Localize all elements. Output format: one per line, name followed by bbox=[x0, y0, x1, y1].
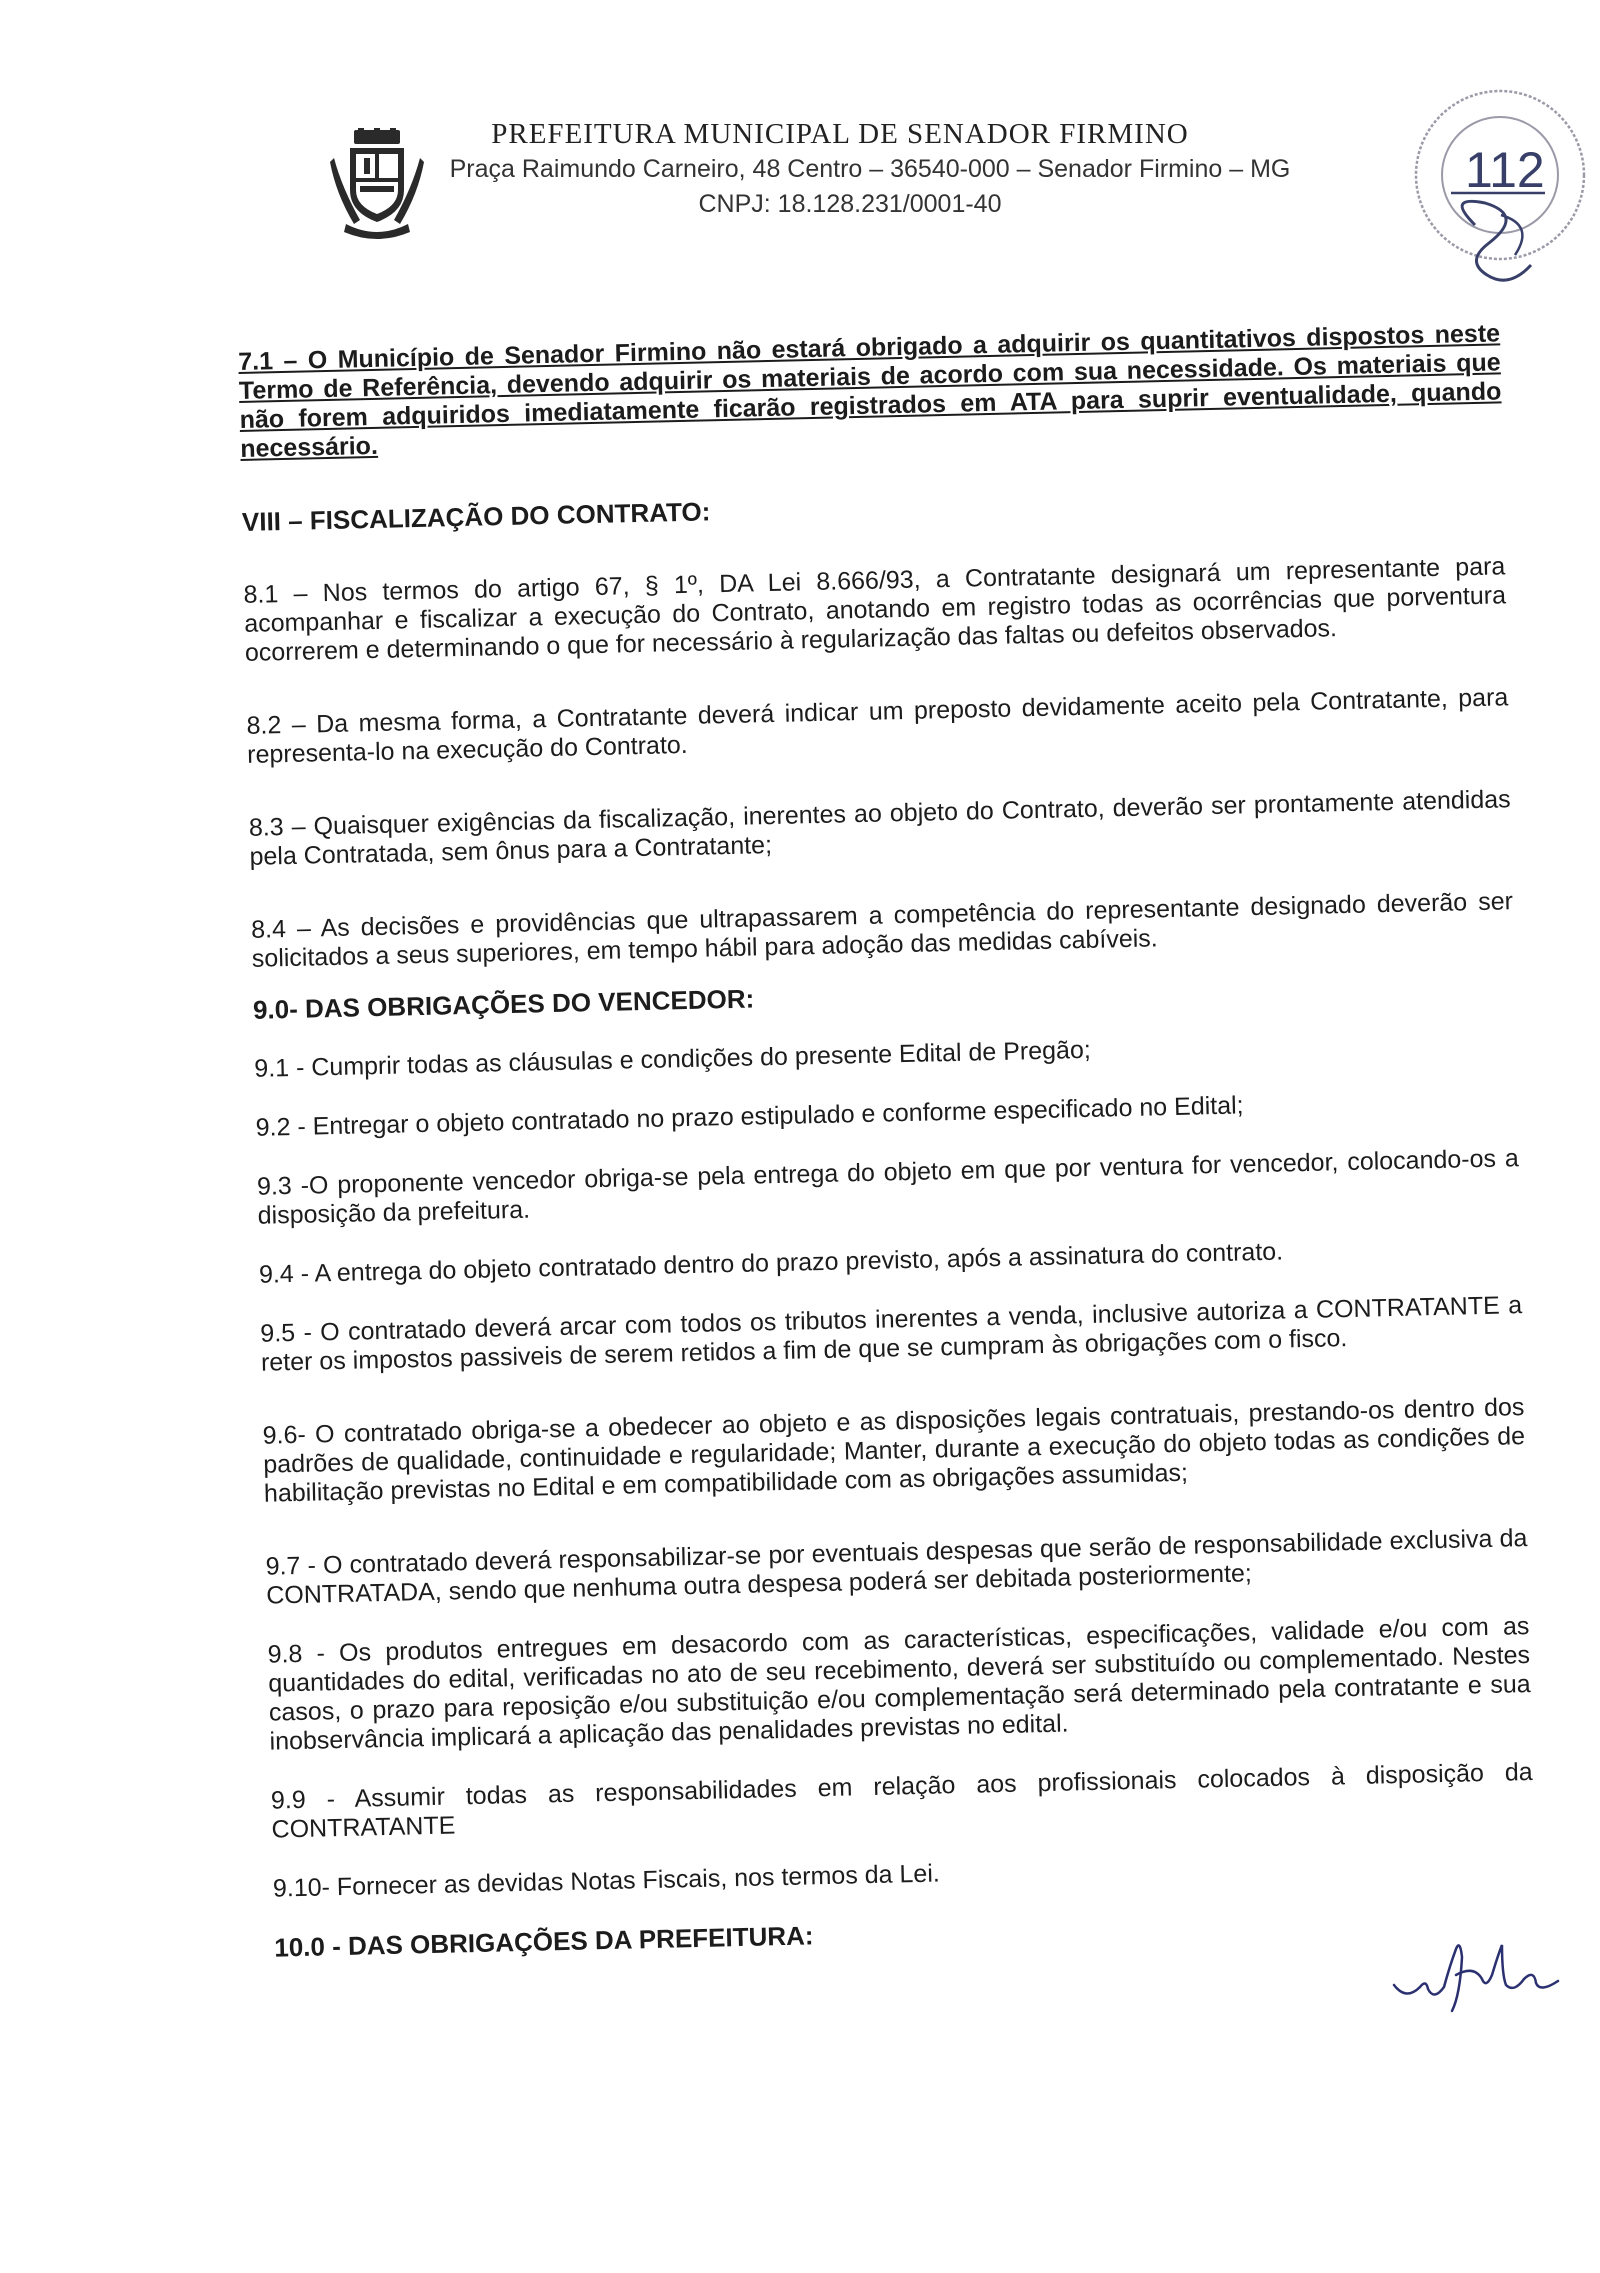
clause-9-5: 9.5 - O contratado deverá arcar com todos os tributos inerentes a venda, inclusive autoriza a CONTRATANTE a reter os impostos passiveis de serem retidos a fim de que se cumpram às obrigações com o fisco. bbox=[260, 1291, 1523, 1377]
org-name: PREFEITURA MUNICIPAL DE SENADOR FIRMINO bbox=[491, 118, 1189, 150]
handwritten-initials-icon bbox=[1390, 1935, 1565, 2015]
page-number-stamp-icon bbox=[1405, 75, 1595, 315]
section-heading-9: 9.0- DAS OBRIGAÇÕES DO VENCEDOR: bbox=[252, 983, 755, 1025]
clause-9-4: 9.4 - A entrega do objeto contratado dentro do prazo previsto, após a assinatura do contrato. bbox=[258, 1237, 1284, 1289]
clause-8-3: 8.3 – Quaisquer exigências da fiscalização, inerentes ao objeto do Contrato, deverão ser prontamente atendidas pela Contratada, sem ônus para a Contratante; bbox=[248, 785, 1511, 871]
clause-8-1: 8.1 – Nos termos do artigo 67, § 1º, DA Lei 8.666/93, a Contratante designará um representante para acompanhar e fiscalizar a execução do Contrato, anotando em registro todas as ocorrências que porventura ocorrerem e determinando o que for necessário à regularização das faltas ou defeitos observados. bbox=[243, 552, 1507, 667]
org-address: Praça Raimundo Carneiro, 48 Centro – 36540-000 – Senador Firmino – MG bbox=[449, 155, 1291, 183]
document-body bbox=[238, 319, 1536, 1962]
section-heading-8: VIII – FISCALIZAÇÃO DO CONTRATO: bbox=[241, 496, 711, 537]
clause-9-3: 9.3 -O proponente vencedor obriga-se pela entrega do objeto em que por ventura for vencedor, colocando-os a disposição da prefeitura. bbox=[256, 1144, 1520, 1230]
clause-8-2: 8.2 – Da mesma forma, a Contratante deverá indicar um preposto devidamente aceito pela Contratante, para representa-lo na execução do Contrato. bbox=[246, 683, 1509, 769]
clause-9-10: 9.10- Fornecer as devidas Notas Fiscais, nos termos da Lei. bbox=[272, 1859, 941, 1903]
clause-9-6: 9.6- O contratado obriga-se a obedecer ao objeto e as disposições legais contratuais, prestando-os dentro dos padrões de qualidade, continuidade e regularidade; Manter, durante a execução do objeto todas as condições de habilitação previstas no Edital e em compatibilidade com as obrigações assumidas; bbox=[262, 1393, 1526, 1508]
org-cnpj: CNPJ: 18.128.231/0001-40 bbox=[698, 190, 1002, 218]
clause-9-8: 9.8 - Os produtos entregues em desacordo com as características, especificações, validade e/ou com as quantidades do edital, verificadas no ato de seu recebimento, deverá ser substituído ou complementado. Nestes casos, o prazo para reposição e/ou substituição e/ou complementação será determinado pela contratante e sua inobservância implicará a aplicação das penalidades previstas no edital. bbox=[267, 1612, 1531, 1756]
clause-9-2: 9.2 - Entregar o objeto contratado no prazo estipulado e conforme especificado no Edital; bbox=[255, 1091, 1244, 1142]
clause-9-9: 9.9 - Assumir todas as responsabilidades em relação aos profissionais colocados à disposição da CONTRATANTE bbox=[270, 1757, 1533, 1844]
letterhead bbox=[330, 118, 1450, 219]
clause-9-7: 9.7 - O contratado deverá responsabilizar-se por eventuais despesas que serão de responsabilidade exclusiva da CONTRATADA, sendo que nenhuma outra despesa poderá ser debitada posteriormente; bbox=[265, 1524, 1528, 1610]
clause-7-1: 7.1 – O Município de Senador Firmino não estará obrigado a adquirir os quantitativos dispostos neste Termo de Referência, devendo adquirir os materiais de acordo com sua necessidade. Os materiais que não forem adquiridos imediatamente ficarão registrados em ATA para suprir eventualidade, quando necessário. bbox=[238, 319, 1502, 463]
section-heading-10: 10.0 - DAS OBRIGAÇÕES DA PREFEITURA: bbox=[273, 1920, 814, 1963]
clause-9-1: 9.1 - Cumprir todas as cláusulas e condições do presente Edital de Pregão; bbox=[254, 1035, 1092, 1083]
stamp-page-number: 112 bbox=[1465, 142, 1545, 198]
clause-8-4: 8.4 – As decisões e providências que ultrapassarem a competência do representante designado deverão ser solicitados a seus superiores, em tempo hábil para adoção das medidas cabíveis. bbox=[250, 887, 1514, 973]
